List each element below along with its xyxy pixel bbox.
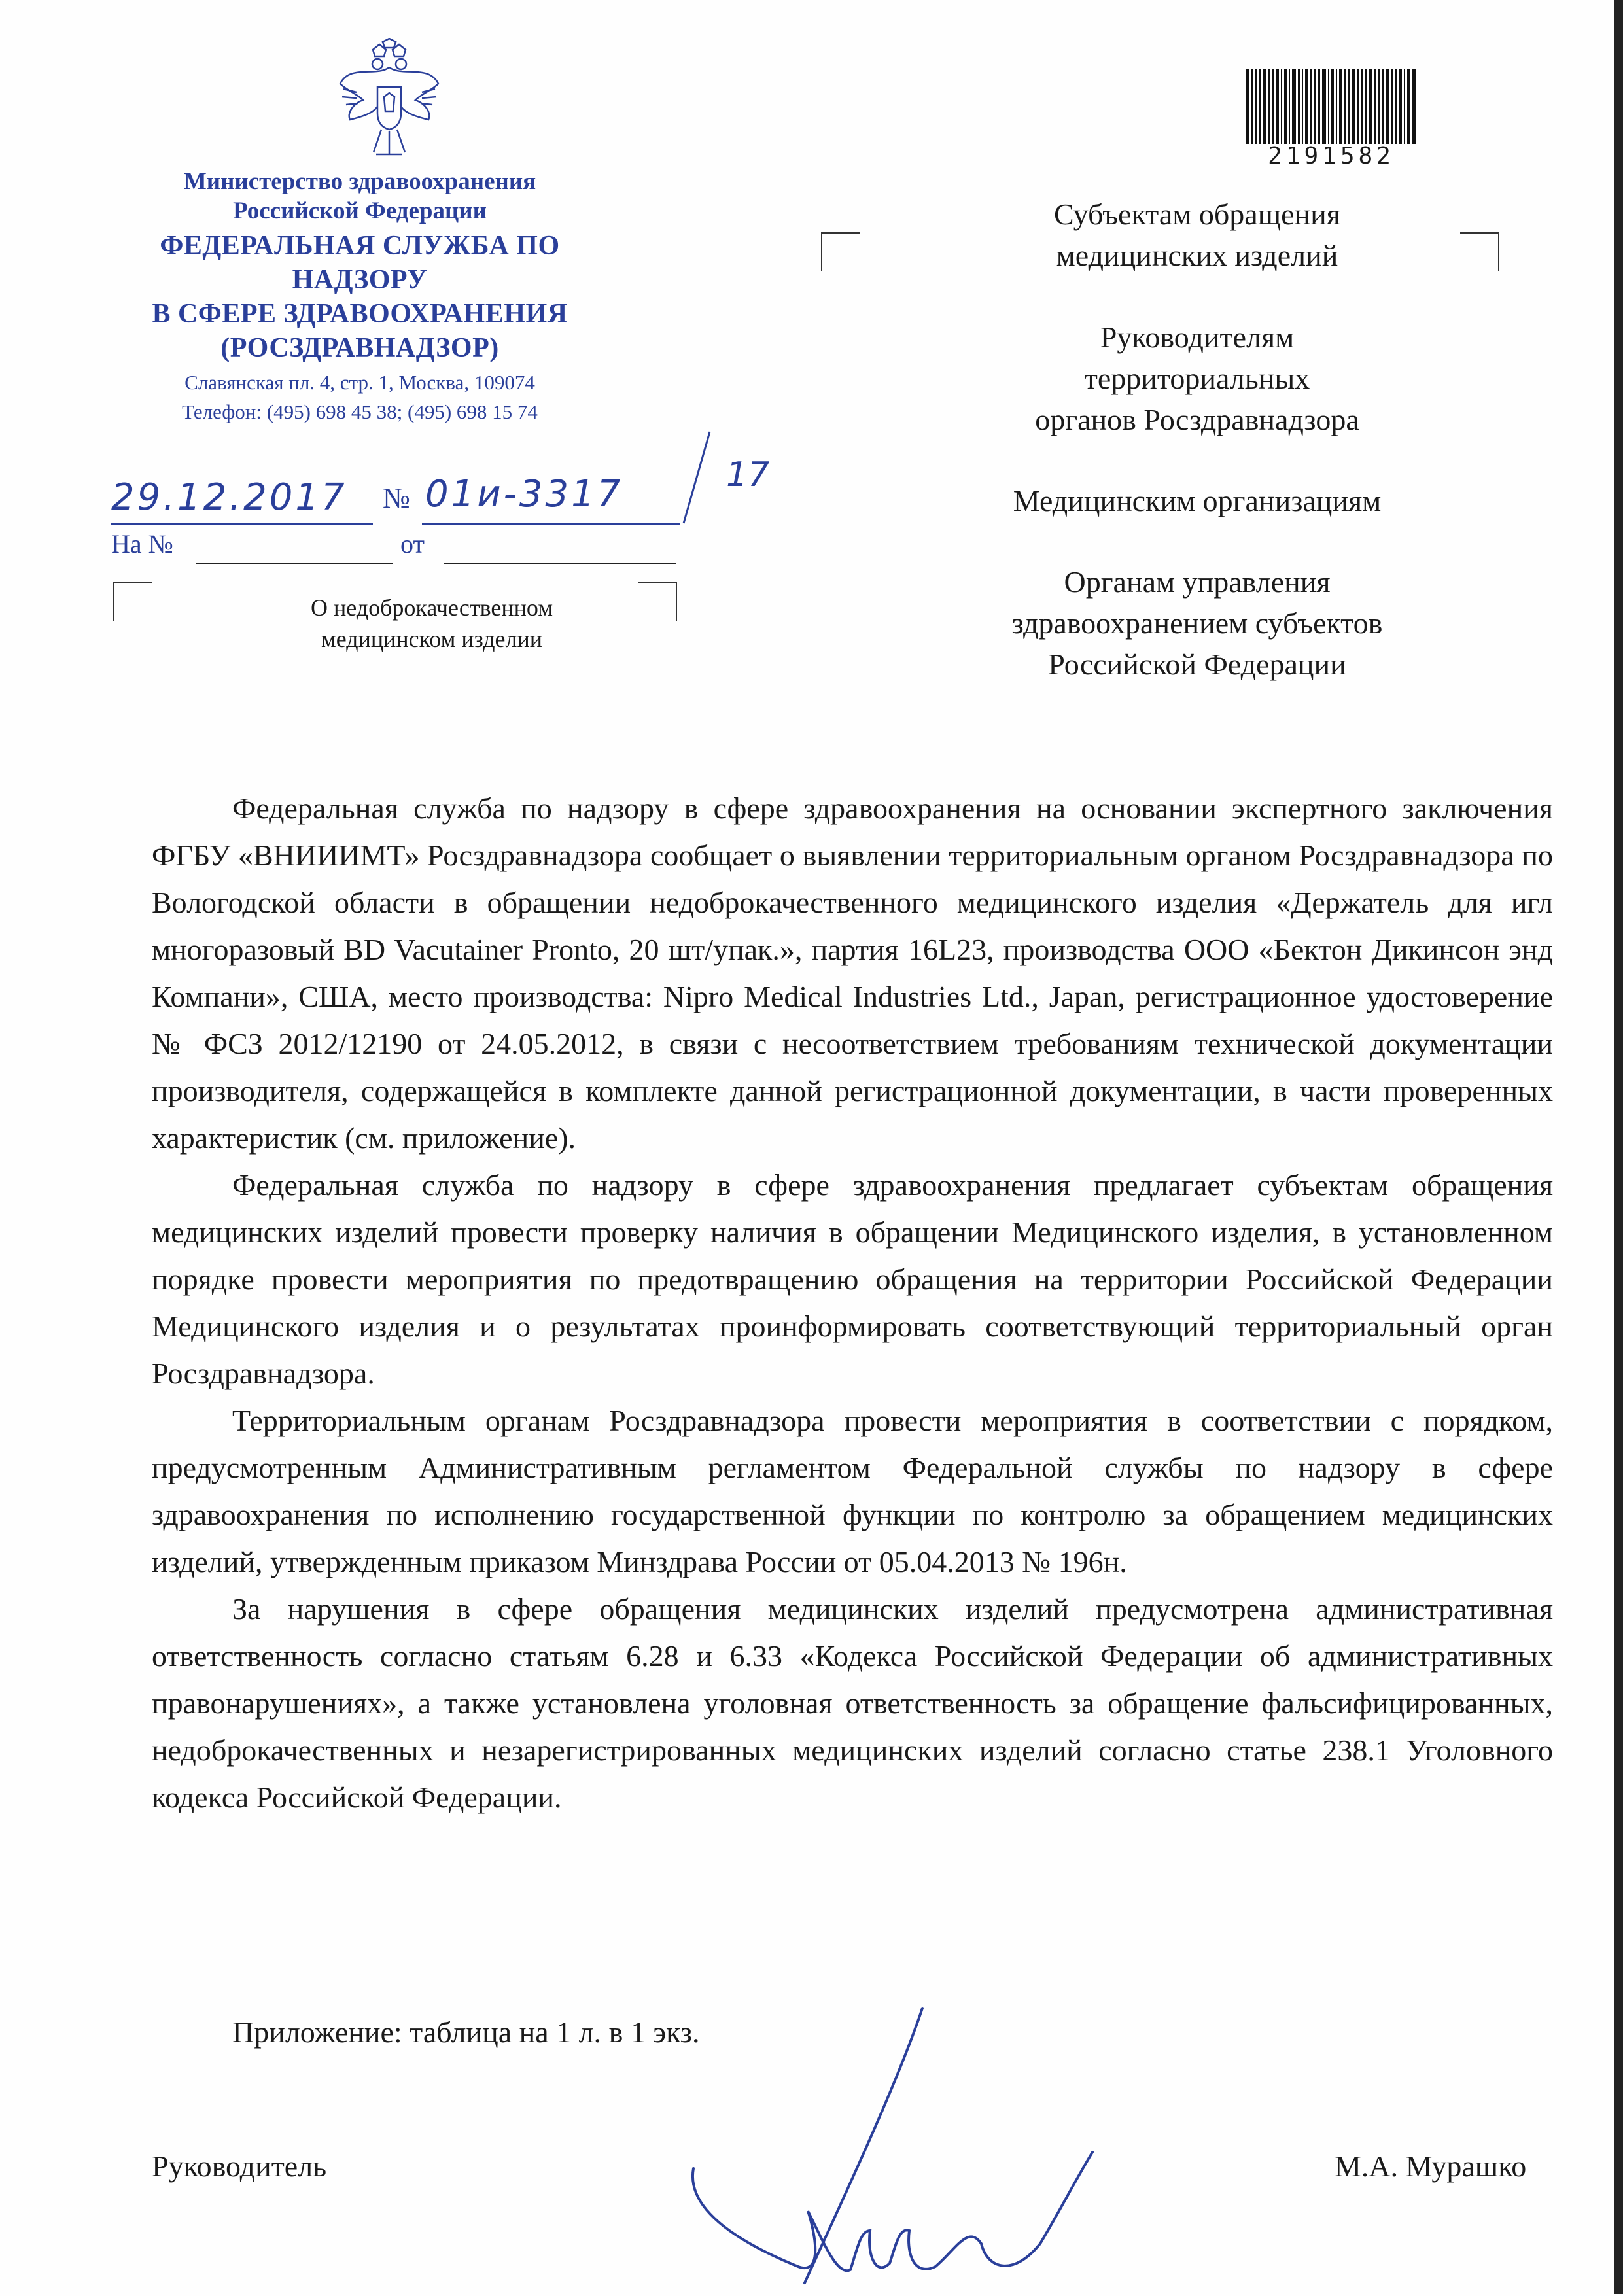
- body-paragraph: За нарушения в сфере обращения медицинских изделий предусмотрена административная ответственность согласно статьям 6.28 и 6.33 «Кодекса Российской Федерации об административных правонарушениях», а также установлена уголовная ответственность за обращение фальсифицированных, недоброкачественных и незарегистрированных медицинских изделий согласно статье 238.1 Уголовного кодекса Российской Федерации.: [152, 1592, 1553, 1814]
- body-paragraph: Федеральная служба по надзору в сфере здравоохранения на основании экспертного заключения ФГБУ «ВНИИИМТ» Росздравнадзора сообщает о выявлении территориальным органом Росздравнадзора по Вологодской области в обращении недоброкачественного медицинского изделия «Держатель для игл многоразовый BD Vacutainer Pronto, 20 шт/упак.», партия 16L23, производства ООО «Бектон Дикинсон энд Компани», США, место производства: Nipro Medical Industries Ltd., Japan, регистрационное удостоверение № ФСЗ 2012/12190 от 24.05.2012, в связи с несоответствием требованиям технической документации производителя, содержащейся в комплекте данной регистрационной документации, в части проверенных характеристик (см. приложение).: [152, 791, 1553, 1155]
- date-underline: [111, 523, 373, 525]
- number-sign: №: [383, 482, 410, 514]
- letter-subject: О недоброкачественном медицинском изделии: [311, 595, 553, 652]
- reference-number-label: На №: [111, 529, 173, 559]
- addressee-bracket-left: [821, 232, 860, 271]
- registration-number: 01и-3317: [425, 473, 623, 515]
- scan-edge: [1614, 0, 1623, 2294]
- service-name: ФЕДЕРАЛЬНАЯ СЛУЖБА ПО НАДЗОРУ В СФЕРЕ ЗДРАВООХРАНЕНИЯ (РОСЗДРАВНАДЗОР): [152, 231, 568, 363]
- addressee-block: Органам управления здравоохранением субъектов Российской Федерации: [1011, 565, 1383, 681]
- addressee-block: Медицинским организациям: [1013, 484, 1382, 517]
- reference-date-blank: [444, 563, 676, 564]
- handwritten-signature: [674, 1995, 1099, 2296]
- number-underline: [422, 523, 680, 525]
- coat-of-arms-emblem: [337, 38, 442, 162]
- barcode-number: 2191582: [1268, 143, 1395, 169]
- addressee-block: Субъектам обращения медицинских изделий: [1054, 198, 1340, 272]
- subject-bracket-left: [113, 582, 152, 621]
- reference-date-label: от: [400, 529, 425, 559]
- registration-date: 29.12.2017: [111, 476, 347, 519]
- ministry-name: Министерство здравоохранения Российской Федерации: [183, 168, 536, 224]
- subject-bracket-right: [638, 582, 677, 621]
- number-slash: [680, 428, 713, 527]
- reference-number-blank: [196, 563, 393, 564]
- body-paragraph: Территориальным органам Росздравнадзора провести мероприятия в соответствии с порядком, предусмотренным Административным регламентом Федеральной службы по надзору в сфере здравоохранения по исполнению государственной функции по контролю за обращением медицинских изделий, утвержденным приказом Минздрава России от 05.04.2013 № 196н.: [152, 1404, 1553, 1578]
- signer-name: М.А. Мурашко: [1335, 2149, 1527, 2183]
- addressee-block: Руководителям территориальных органов Росздравнадзора: [1035, 321, 1359, 436]
- signer-role: Руководитель: [152, 2149, 327, 2183]
- barcode: [1246, 69, 1416, 144]
- service-address: Славянская пл. 4, стр. 1, Москва, 109074 Телефон: (495) 698 45 38; (495) 698 15 74: [182, 371, 538, 423]
- letter-body: [152, 785, 1553, 1821]
- attachment-note: Приложение: таблица на 1 л. в 1 экз.: [232, 2015, 700, 2049]
- body-paragraph: Федеральная служба по надзору в сфере здравоохранения предлагает субъектам обращения медицинских изделий провести проверку наличия в обращении Медицинского изделия, в установленном порядке провести мероприятия по предотвращению обращения на территории Российской Федерации Медицинского изделия и о результатах проинформировать соответствующий территориальный орган Росздравнадзора.: [152, 1168, 1553, 1390]
- registration-number-suffix: 17: [726, 455, 770, 495]
